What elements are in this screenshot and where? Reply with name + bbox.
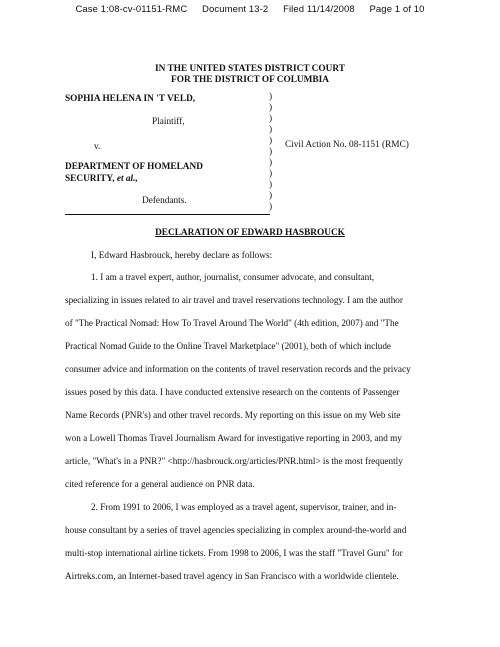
paragraph-1-line-9: article, "What's in a PNR?" <http://hasbrouck.org/articles/PNR.html> is the most frequently [65, 456, 403, 466]
paragraph-2-line-1: 2. From 1991 to 2006, I was employed as a travel agent, supervisor, trainer, and in- [91, 502, 397, 512]
defendant-line-1: DEPARTMENT OF HOMELAND [65, 162, 203, 172]
paragraph-1-line-10: cited reference for a general audience on PNR data. [65, 479, 255, 489]
paragraph-1-line-8: won a Lowell Thomas Travel Journalism Award for investigative reporting in 2003, and my [65, 433, 402, 443]
filing-header [0, 4, 500, 15]
paragraph-1-line-6: issues posed by this data. I have conducted extensive research on the contents of Passenger [65, 387, 400, 397]
intro-line: I, Edward Hasbrouck, hereby declare as follows: [91, 251, 273, 261]
page-indicator: Page 1 of 10 [369, 4, 425, 15]
case-number: Case 1:08-cv-01151-RMC [75, 4, 188, 15]
civil-action-number: Civil Action No. 08-1151 (RMC) [285, 140, 409, 150]
defendant-et-al: et al., [116, 174, 138, 184]
paragraph-1-line-4: Practical Nomad Guide to the Online Travel Marketplace" (2001), both of which include [65, 341, 391, 351]
paragraph-2-line-4: Airtreks.com, an Internet-based travel agency in San Francisco with a worldwide clientele. [65, 571, 399, 581]
defendant-security: SECURITY, [65, 174, 115, 184]
defendant-role: Defendants. [142, 196, 187, 206]
paragraph-2-line-2: house consultant by a series of travel agencies specializing in complex around-the-world and [65, 525, 407, 535]
paragraph-1-line-2: specializing in issues related to air travel and travel reservations technology. I am the author [65, 295, 403, 305]
versus: v. [94, 142, 101, 152]
plaintiff-name: SOPHIA HELENA IN 'T VELD, [65, 94, 196, 104]
paragraph-2-line-3: multi-stop international airline tickets. From 1998 to 2006, I was the staff "Travel Guru" for [65, 548, 403, 558]
declaration-title [0, 228, 500, 238]
defendant-line-2 [65, 174, 138, 184]
court-heading [0, 64, 500, 86]
declaration-title-text: DECLARATION OF EDWARD HASBROUCK [155, 228, 345, 238]
plaintiff-role: Plaintiff, [152, 117, 185, 127]
paragraph-1-line-1: 1. I am a travel expert, author, journalist, consumer advocate, and consultant, [91, 272, 375, 282]
filed-date: Filed 11/14/2008 [283, 4, 355, 15]
document-number: Document 13-2 [202, 4, 269, 15]
caption-parentheses: ) ) ) ) ) ) ) ) ) ) ) [269, 92, 273, 212]
caption-divider [65, 214, 270, 215]
court-line-1: IN THE UNITED STATES DISTRICT COURT [155, 64, 345, 74]
paragraph-1-line-7: Name Records (PNR's) and other travel records. My reporting on this issue on my Web site [65, 410, 401, 420]
court-line-2: FOR THE DISTRICT OF COLUMBIA [171, 75, 329, 85]
paragraph-1-line-3: of "The Practical Nomad: How To Travel Around The World" (4th edition, 2007) and "The [65, 318, 399, 328]
paragraph-1-line-5: consumer advice and information on the contents of travel reservation records and the privacy [65, 364, 411, 374]
